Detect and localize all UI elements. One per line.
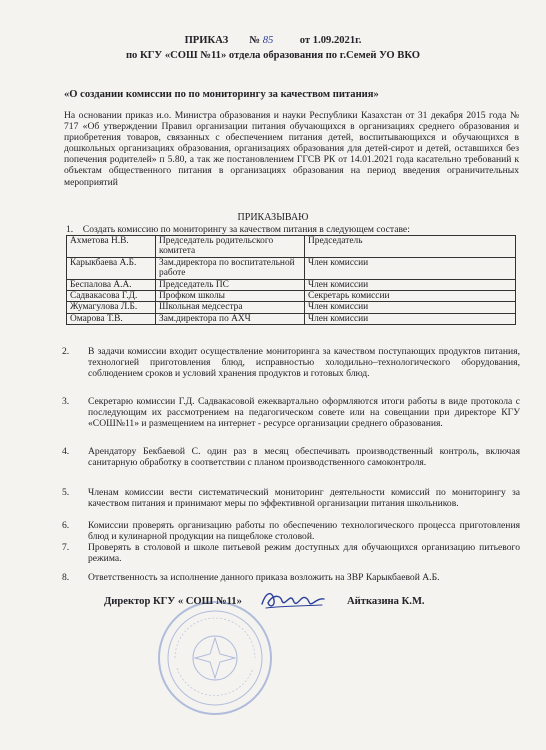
member-role: Член комиссии — [305, 279, 516, 290]
item-number: 5. — [62, 487, 70, 498]
item-number: 8. — [62, 572, 70, 583]
item-number: 4. — [62, 446, 70, 457]
director-name: Айтказина К.М. — [347, 596, 425, 607]
director-signature — [258, 586, 328, 614]
member-position: Зам.директора по воспитательной работе — [156, 257, 305, 279]
official-seal — [155, 598, 275, 718]
member-position: Зам.директора по АХЧ — [156, 313, 305, 324]
order-heading: ПРИКАЗЫВАЮ — [237, 212, 309, 223]
item-text: Проверять в столовой и школе питьевой режим доступных для обучающихся организацию питьевого режима. — [88, 542, 520, 565]
order-subject: «О создании комиссии по по мониторингу за качеством питания» — [64, 89, 379, 100]
item-text: Секретарю комиссии Г.Д. Садвакасовой ежеквартально оформляются итоги работы в виде протокола с последующим их рассмотрением на педагогическом совете или на совещании при директоре КГУ «СОШ№11» и размещением на интернет - ресурсе организации среднего образования. — [88, 396, 520, 430]
member-role: Член комиссии — [305, 257, 516, 279]
table-row — [67, 279, 516, 290]
item-1 — [66, 224, 410, 235]
member-position: Профком школы — [156, 291, 305, 302]
order-word: ПРИКАЗ — [184, 35, 229, 46]
item-1-text: Создать комиссию по мониторингу за качеством питания в следующем составе: — [82, 224, 410, 235]
member-role: Член комиссии — [305, 313, 516, 324]
committee-table — [66, 235, 516, 325]
order-number-label: № — [249, 35, 261, 46]
order-preamble: На основании приказ и.о. Министра образования и науки Республики Казахстан от 31 декабря 2015 года № 717 «Об утверждении Правил организации питания обучающихся в организациях среднего образования и приобретения товаров, связанных с обеспечением питания детей, воспитывающихся и обучающихся в дошкольных организациях образования, организациях образования для детей-сирот и детей, оставшихся без попечения родителей» п 5.80, а так же постановлением ГГСВ РК от 14.01.2021 года касательно требований к объектам общественного питания в организациях образования на период введения ограничительных мероприятий — [64, 110, 519, 188]
item-number: 7. — [62, 542, 70, 553]
member-role: Председатель — [305, 236, 516, 258]
order-number-handwritten: 85 — [262, 35, 274, 46]
item-number: 3. — [62, 396, 70, 407]
item-text: В задачи комиссии входит осуществление мониторинга за качеством поступающих продуктов питания, технологией приготовления блюд, исправностью холодильно–технологического оборудования, соблюдением сроков и условий хранения продуктов и готовых блюд. — [88, 346, 520, 380]
item-text: Комиссии проверять организацию работы по обеспечению технологического процесса приготовления блюд и кулинарной продукции на пищеблоке столовой. — [88, 520, 520, 543]
member-name: Ахметова Н.В. — [67, 236, 156, 258]
member-role: Секретарь комиссии — [305, 291, 516, 302]
table-row — [67, 236, 516, 258]
item-1-number: 1. — [66, 224, 74, 235]
item-number: 6. — [62, 520, 70, 531]
member-position: Председатель родительского комитета — [156, 236, 305, 258]
order-issuer: по КГУ «СОШ №11» отдела образования по г.Семей УО ВКО — [125, 50, 421, 61]
member-role: Член комиссии — [305, 302, 516, 313]
table-row — [67, 291, 516, 302]
item-text: Арендатору Бекбаевой С. один раз в месяц обеспечивать производственный контроль, включая санитарную обработку в соответствии с планом производственного самоконтроля. — [88, 446, 520, 469]
member-position: Председатель ПС — [156, 279, 305, 290]
item-number: 2. — [62, 346, 70, 357]
item-text: Ответственность за исполнение данного приказа возложить на ЗВР Карыкбаевой А.Б. — [88, 572, 440, 583]
table-row — [67, 257, 516, 279]
order-title-line — [0, 35, 546, 47]
director-title: Директор КГУ « СОШ №11» — [104, 596, 242, 607]
order-date: от 1.09.2021г. — [299, 35, 362, 46]
member-name: Карыкбаева А.Б. — [67, 257, 156, 279]
member-position: Школьная медсестра — [156, 302, 305, 313]
member-name: Садвакасова Г.Д. — [67, 291, 156, 302]
item-text: Членам комиссии вести систематический мониторинг деятельности комиссий по мониторингу за качеством питания и принимают меры по эффективной организации питания школьников. — [88, 487, 520, 510]
member-name: Жумагулова Л.Б. — [67, 302, 156, 313]
member-name: Омарова Т.В. — [67, 313, 156, 324]
table-row — [67, 313, 516, 324]
member-name: Беспалова А.А. — [67, 279, 156, 290]
table-row — [67, 302, 516, 313]
